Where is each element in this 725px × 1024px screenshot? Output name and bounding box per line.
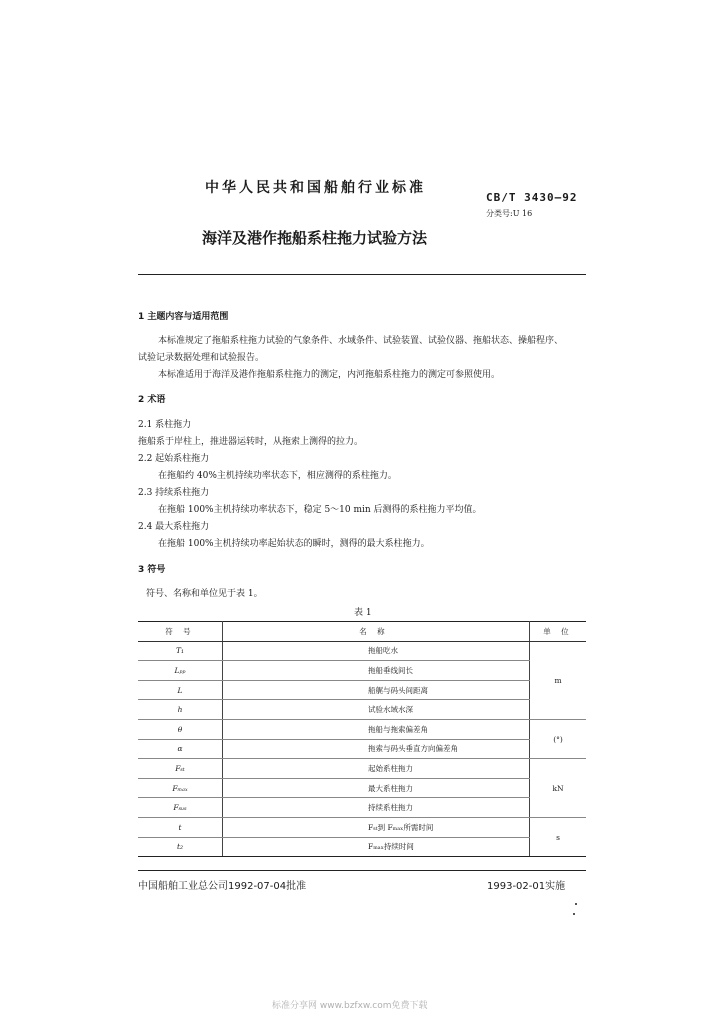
- document-title: 海洋及港作拖船系柱拖力试验方法: [202, 229, 428, 247]
- header-name: 名 称: [223, 622, 530, 642]
- table-row: [138, 837, 586, 857]
- row-symbol: θ: [138, 719, 223, 739]
- standard-code: CB/T 3430—92: [486, 191, 578, 204]
- approval-note: 中国船舶工业总公司1992-07-04批准: [138, 881, 307, 892]
- term-2-2-text: 在拖船约 40%主机持续功率状态下，相应测得的系柱拖力。: [158, 471, 397, 481]
- section-1-heading: 1 主题内容与适用范围: [138, 312, 229, 322]
- row-symbol: Fₛᵤₛ: [138, 798, 223, 818]
- table-header-row: [138, 622, 586, 642]
- row-name: Fₘₐₓ持续时间: [223, 837, 530, 857]
- table-row: [138, 719, 586, 739]
- term-2-4-text: 在拖船 100%主机持续功率起始状态的瞬时，测得的最大系柱拖力。: [158, 539, 430, 549]
- term-2-3-label: 2.3 持续系柱拖力: [138, 488, 210, 498]
- row-name: 拖船垂线间长: [223, 661, 530, 681]
- table-row: [138, 641, 586, 661]
- row-symbol: t: [138, 817, 223, 837]
- row-symbol: h: [138, 700, 223, 720]
- row-symbol: Lₚₚ: [138, 661, 223, 681]
- row-name: 最大系柱拖力: [223, 778, 530, 798]
- section-1-paragraph-1-cont: 试验记录数据处理和试验报告。: [138, 353, 265, 363]
- scan-speck: [575, 903, 577, 905]
- table-row: [138, 798, 586, 818]
- term-2-3-text: 在拖船 100%主机持续功率状态下，稳定 5～10 min 后测得的系柱拖力平均值。: [158, 505, 482, 515]
- unit-angle: (°): [530, 719, 587, 758]
- table-row: [138, 817, 586, 837]
- table-row: [138, 739, 586, 759]
- row-name: 试验水域水深: [223, 700, 530, 720]
- row-symbol: t₂: [138, 837, 223, 857]
- row-name: 拖船与拖索偏差角: [223, 719, 530, 739]
- table-row: [138, 680, 586, 700]
- classification-number: 分类号:U 16: [486, 209, 533, 218]
- section-2-heading: 2 术语: [138, 395, 166, 405]
- section-1-paragraph-1: 本标准规定了拖船系柱拖力试验的气象条件、水域条件、试验装置、试验仪器、拖船状态、操船程序、: [158, 336, 564, 346]
- section-1-paragraph-2: 本标准适用于海洋及港作拖船系柱拖力的测定，内河拖船系柱拖力的测定可参照使用。: [158, 370, 501, 380]
- header-divider: [138, 274, 586, 275]
- row-symbol: L: [138, 680, 223, 700]
- term-2-1-text: 拖船系于岸柱上，推进器运转时，从拖索上测得的拉力。: [138, 437, 364, 447]
- unit-length: m: [530, 641, 587, 719]
- header-symbol: 符 号: [138, 622, 223, 642]
- section-3-intro: 符号、名称和单位见于表 1。: [146, 589, 263, 599]
- unit-time: s: [530, 817, 587, 856]
- row-name: Fₛₜ到 Fₘₐₓ所需时间: [223, 817, 530, 837]
- term-2-4-label: 2.4 最大系柱拖力: [138, 522, 210, 532]
- header-unit: 单 位: [530, 622, 587, 642]
- row-name: 持续系柱拖力: [223, 798, 530, 818]
- unit-force: kN: [530, 759, 587, 818]
- implementation-date: 1993-02-01实施: [487, 881, 566, 892]
- row-name: 船艉与码头间距离: [223, 680, 530, 700]
- row-symbol: T₁: [138, 641, 223, 661]
- scan-speck: [573, 913, 575, 915]
- term-2-1-label: 2.1 系柱拖力: [138, 420, 192, 430]
- table-row: [138, 661, 586, 681]
- term-2-2-label: 2.2 起始系柱拖力: [138, 454, 210, 464]
- row-name: 起始系柱拖力: [223, 759, 530, 779]
- row-name: 拖索与码头垂直方向偏差角: [223, 739, 530, 759]
- section-3-heading: 3 符号: [138, 565, 166, 575]
- row-symbol: Fₛₜ: [138, 759, 223, 779]
- table-row: [138, 700, 586, 720]
- watermark-text: 标准分享网 www.bzfxw.com免费下载: [272, 1001, 428, 1011]
- row-symbol: α: [138, 739, 223, 759]
- table-caption: 表 1: [354, 608, 372, 618]
- footer-divider: [138, 870, 586, 871]
- row-symbol: Fₘₐₓ: [138, 778, 223, 798]
- table-row: [138, 778, 586, 798]
- symbols-table: [138, 621, 586, 857]
- table-row: [138, 759, 586, 779]
- standard-organization: 中华人民共和国船舶行业标准: [205, 180, 426, 196]
- row-name: 拖船吃水: [223, 641, 530, 661]
